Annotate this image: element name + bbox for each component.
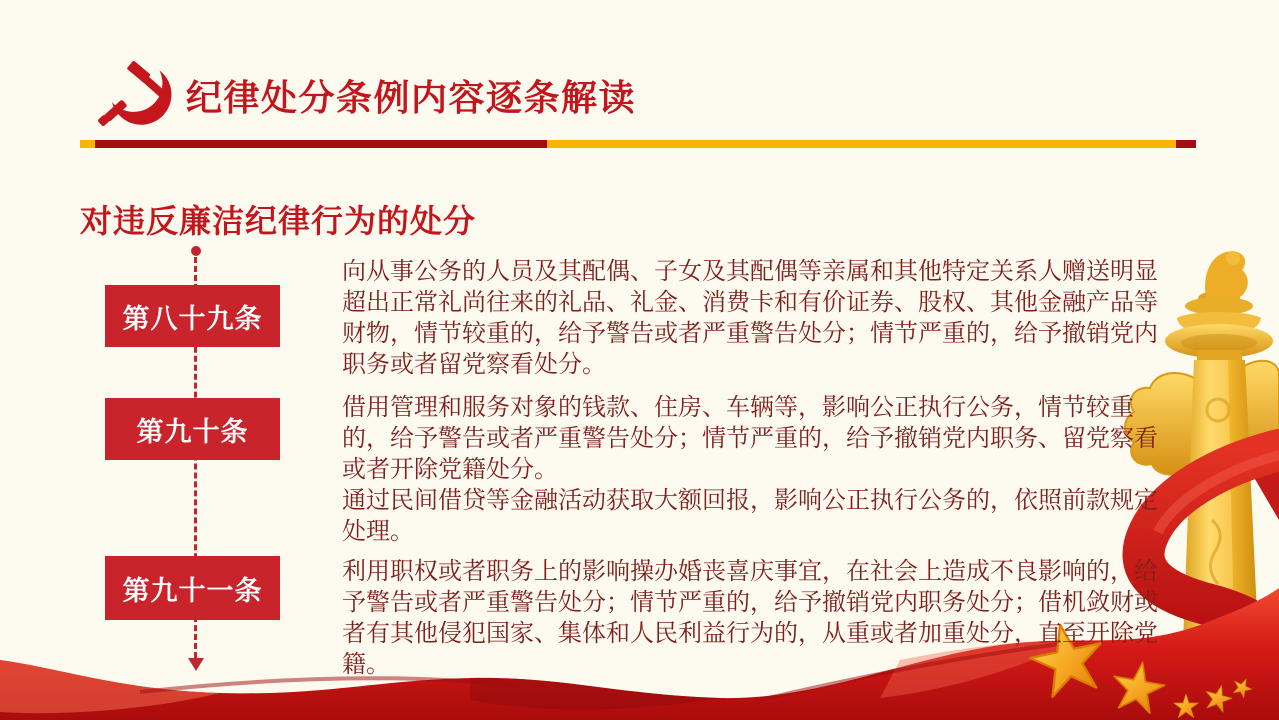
divider-red-segment-small [1176,140,1196,148]
article-90-paragraph-1: 借用管理和服务对象的钱款、住房、车辆等，影响公正执行公务，情节较重的，给予警告或者严重警告处分；情节严重的，给予撤销党内职务、留党察看或者开除党籍处分。 [342,394,1158,483]
article-90-label: 第九十条 [136,416,249,447]
title-divider [0,140,1279,148]
party-emblem-icon [93,56,177,128]
article-91-box [105,556,280,620]
divider-gold-segment-large [547,140,1176,148]
article-89-label: 第八十九条 [122,303,263,334]
section-title: 对违反廉洁纪律行为的处分 [80,203,477,239]
page-title: 纪律处分条例内容逐条解读 [186,77,637,118]
article-89-paragraph: 向从事公务的人员及其配偶、子女及其配偶等亲属和其他特定关系人赠送明显超出正常礼尚往来的礼品、礼金、消费卡和有价证券、股权、其他金融产品等财物，情节较重的，给予警告或者严重警告处分；情节严重的，给予撤销党内职务或者留党察看处分。 [342,258,1158,378]
article-90-text [342,392,1174,547]
article-89-text [342,256,1174,380]
article-91-paragraph: 利用职权或者职务上的影响操办婚丧喜庆事宜，在社会上造成不良影响的，给予警告或者严重警告处分；情节严重的，给予撤销党内职务处分；借机敛财或者有其他侵犯国家、集体和人民利益行为的，从重或者加重处分，直至开除党籍。 [342,558,1158,678]
article-90-box [105,398,280,460]
article-90-paragraph-2: 通过民间借贷等金融活动获取大额回报，影响公正执行公务的，依照前款规定处理。 [342,487,1158,545]
article-91-text [342,556,1174,680]
divider-gold-segment-small [80,140,95,148]
timeline-start-dot [191,246,201,256]
divider-red-segment-large [95,140,547,148]
timeline-arrow-icon [188,658,204,671]
article-89-box [105,285,280,347]
article-91-label: 第九十一条 [122,575,263,606]
